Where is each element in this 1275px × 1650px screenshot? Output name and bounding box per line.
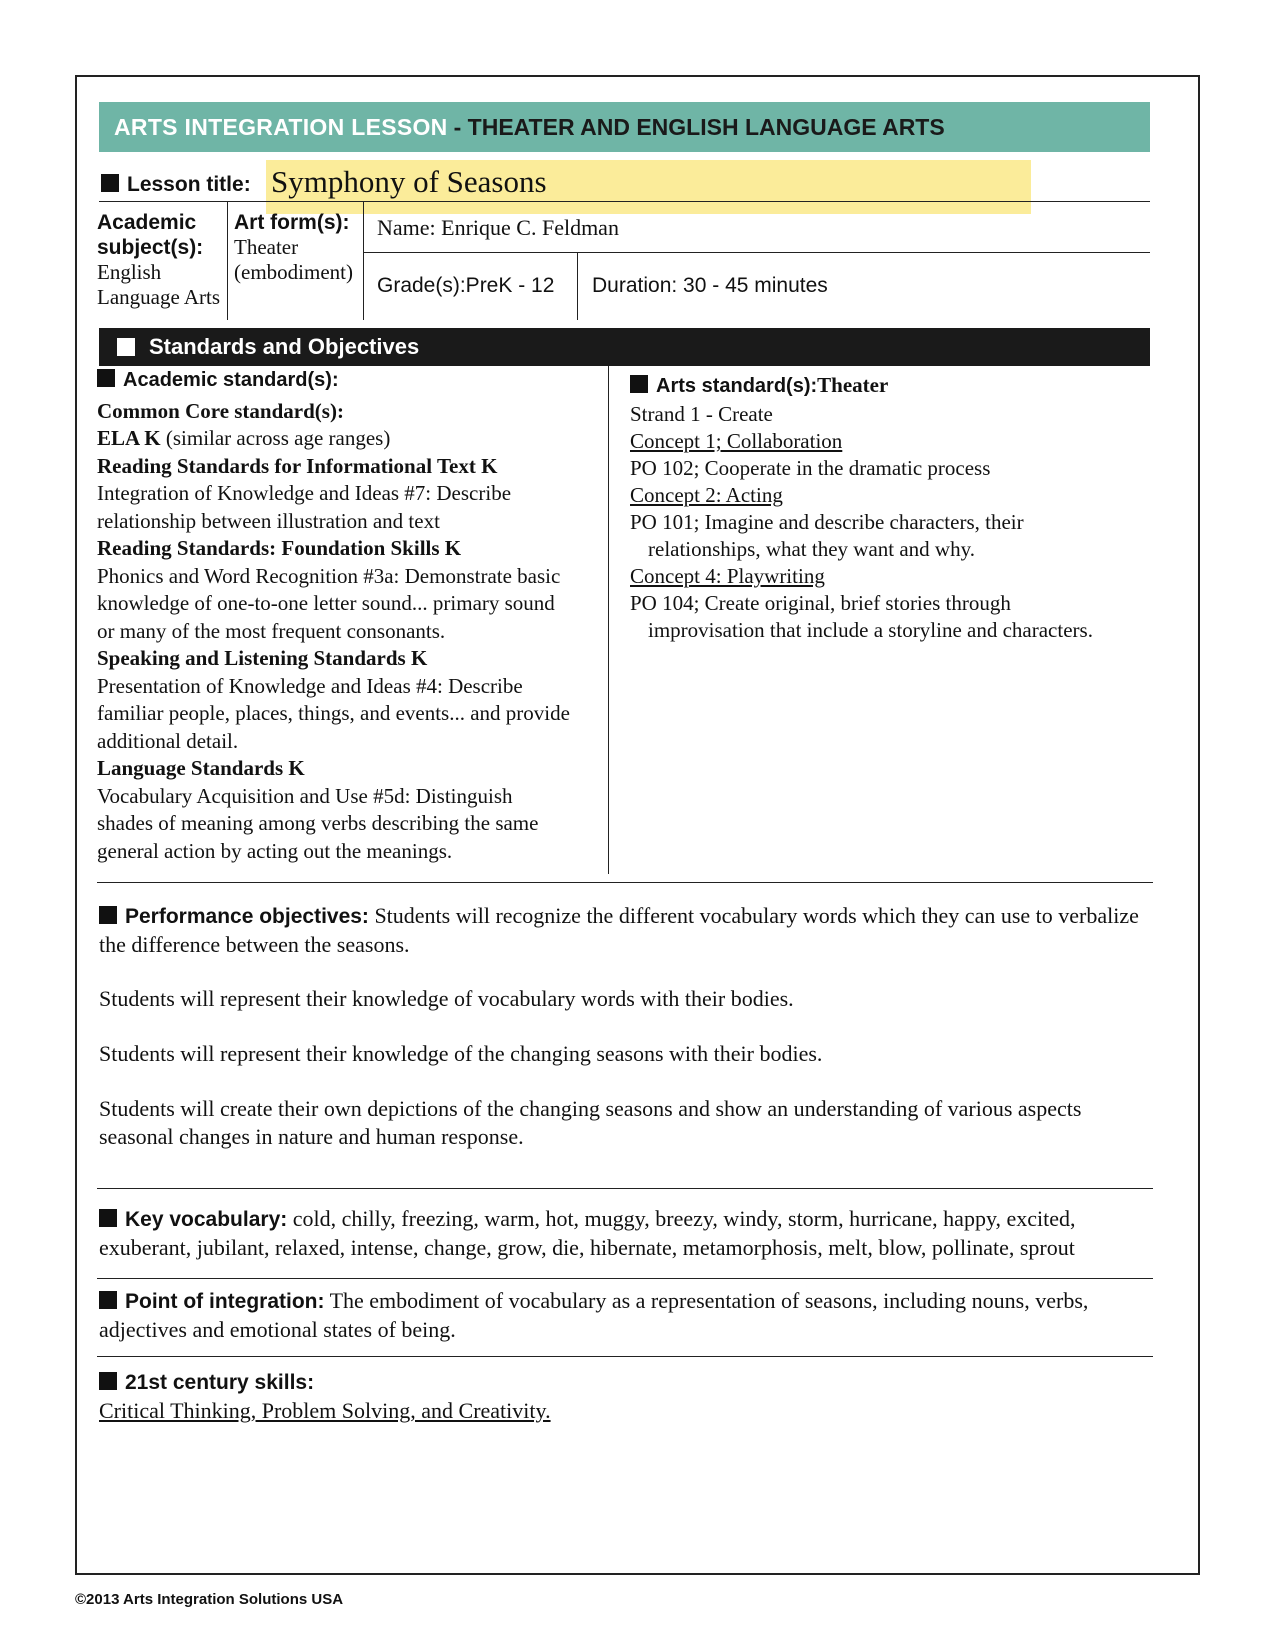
point-of-integration	[99, 1287, 1154, 1344]
divider	[99, 201, 1150, 202]
standard-heading: Reading Standards: Foundation Skills K	[97, 536, 462, 560]
academic-subject-value-2: Language Arts	[97, 285, 221, 309]
arts-standards-heading: Arts standard(s):Theater	[630, 372, 1150, 400]
standard-text: knowledge of one-to-one letter sound... primary sound	[97, 591, 555, 615]
divider	[363, 202, 364, 320]
strand-line: Strand 1 - Create	[630, 402, 773, 426]
key-vocabulary	[99, 1205, 1154, 1262]
point-of-integration-text: The embodiment of vocabulary as a representation of seasons, including nouns, verbs, adjectives and emotional states of being.	[99, 1288, 1089, 1342]
column-divider	[608, 366, 609, 874]
key-vocabulary-text: cold, chilly, freezing, warm, hot, muggy, breezy, windy, storm, hurricane, happy, excited, exuberant, jubilant, relaxed, intense, change, grow, die, hibernate, metamorphosis, melt, blow, pollinate, sprout	[99, 1206, 1076, 1260]
academic-standards-heading: Academic standard(s):	[97, 367, 602, 395]
duration: Duration: 30 - 45 minutes	[592, 274, 828, 297]
concept-line: Concept 2: Acting	[630, 483, 783, 507]
divider	[97, 1278, 1153, 1279]
square-bullet-icon	[117, 338, 135, 356]
po-line: PO 101; Imagine and describe characters, their	[630, 510, 1024, 534]
grades: Grade(s):PreK - 12	[377, 274, 555, 297]
performance-objective-text: Students will create their own depictions of the changing seasons and show an understanding of various aspects seasonal changes in nature and human response.	[99, 1096, 1082, 1149]
art-form-cell	[234, 210, 353, 285]
square-bullet-icon	[101, 174, 119, 192]
academic-subject-cell	[97, 210, 220, 310]
divider	[97, 1188, 1153, 1189]
lesson-title: Symphony of Seasons	[271, 164, 547, 199]
standard-text: Phonics and Word Recognition #3a: Demonstrate basic	[97, 563, 561, 588]
lesson-title-label: Lesson title:	[101, 173, 251, 197]
divider	[227, 202, 228, 320]
art-form-value-1: Theater	[234, 235, 299, 259]
standard-heading: Reading Standards for Informational Text K	[97, 453, 498, 478]
square-bullet-icon	[99, 1209, 117, 1227]
standard-heading: Speaking and Listening Standards K	[97, 646, 428, 670]
lesson-banner	[99, 102, 1150, 152]
divider	[97, 1356, 1153, 1357]
standards-objectives-bar	[99, 328, 1150, 366]
concept-line: Concept 4: Playwriting	[630, 564, 825, 588]
standard-text: general action by acting out the meanings.	[97, 838, 453, 863]
banner-subtitle: - THEATER AND ENGLISH LANGUAGE ARTS	[453, 113, 945, 140]
teacher-name: Name: Enrique C. Feldman	[377, 215, 619, 240]
banner-program: ARTS INTEGRATION LESSON	[114, 113, 448, 140]
po-line: PO 104; Create original, brief stories through	[630, 591, 1011, 615]
standard-text: shades of meaning among verbs describing the same	[97, 811, 539, 835]
standard-text: or many of the most frequent consonants.	[97, 618, 446, 643]
divider	[97, 882, 1153, 883]
ela-line: ELA K (similar across age ranges)	[97, 426, 391, 450]
performance-objectives-label: Performance objectives:	[99, 905, 369, 928]
po-line: relationships, what they want and why.	[648, 537, 975, 561]
square-bullet-icon	[630, 375, 648, 393]
common-core-heading: Common Core standard(s):	[97, 398, 344, 423]
academic-subject-label-1: Academic	[97, 211, 197, 234]
performance-objectives	[99, 902, 1154, 959]
century-skills-text: Critical Thinking, Problem Solving, and Creativity.	[99, 1398, 551, 1423]
square-bullet-icon	[99, 1372, 117, 1390]
divider	[363, 252, 1150, 253]
standard-text: Integration of Knowledge and Ideas #7: Describe	[97, 481, 512, 505]
academic-subject-value-1: English	[97, 260, 162, 284]
art-form-value-2: (embodiment)	[234, 260, 353, 284]
standard-text: Presentation of Knowledge and Ideas #4: Describe	[97, 673, 523, 698]
square-bullet-icon	[97, 369, 115, 387]
academic-subject-label-2: subject(s):	[97, 236, 204, 259]
concept-line: Concept 1; Collaboration	[630, 429, 843, 453]
po-line: improvisation that include a storyline and characters.	[648, 618, 1093, 642]
copyright-footer: ©2013 Arts Integration Solutions USA	[75, 1591, 344, 1608]
lesson-title-row	[99, 158, 1150, 204]
performance-objective-text: Students will represent their knowledge of vocabulary words with their bodies.	[99, 986, 794, 1011]
century-skills	[99, 1369, 1154, 1425]
standard-text: relationship between illustration and text	[97, 508, 440, 533]
po-line: PO 102; Cooperate in the dramatic process	[630, 456, 991, 480]
academic-standards-column	[97, 367, 602, 865]
standard-text: familiar people, places, things, and events... and provide	[97, 701, 570, 725]
point-of-integration-label: Point of integration:	[99, 1290, 324, 1313]
standards-objectives-title: Standards and Objectives	[149, 334, 420, 359]
art-form-label: Art form(s):	[234, 211, 350, 234]
arts-standards-column	[630, 372, 1150, 644]
standard-text: additional detail.	[97, 728, 239, 753]
square-bullet-icon	[99, 906, 117, 924]
performance-objective-text: Students will represent their knowledge of the changing seasons with their bodies.	[99, 1041, 823, 1066]
standard-heading: Language Standards K	[97, 756, 305, 780]
century-skills-label: 21st century skills:	[99, 1369, 1154, 1397]
square-bullet-icon	[99, 1291, 117, 1309]
divider	[577, 252, 578, 320]
performance-objective-text: Students will recognize the different vocabulary words which they can use to verbalize the difference between the seasons.	[99, 903, 1139, 957]
standard-text: Vocabulary Acquisition and Use #5d: Distinguish	[97, 783, 513, 808]
key-vocabulary-label: Key vocabulary:	[99, 1208, 287, 1231]
